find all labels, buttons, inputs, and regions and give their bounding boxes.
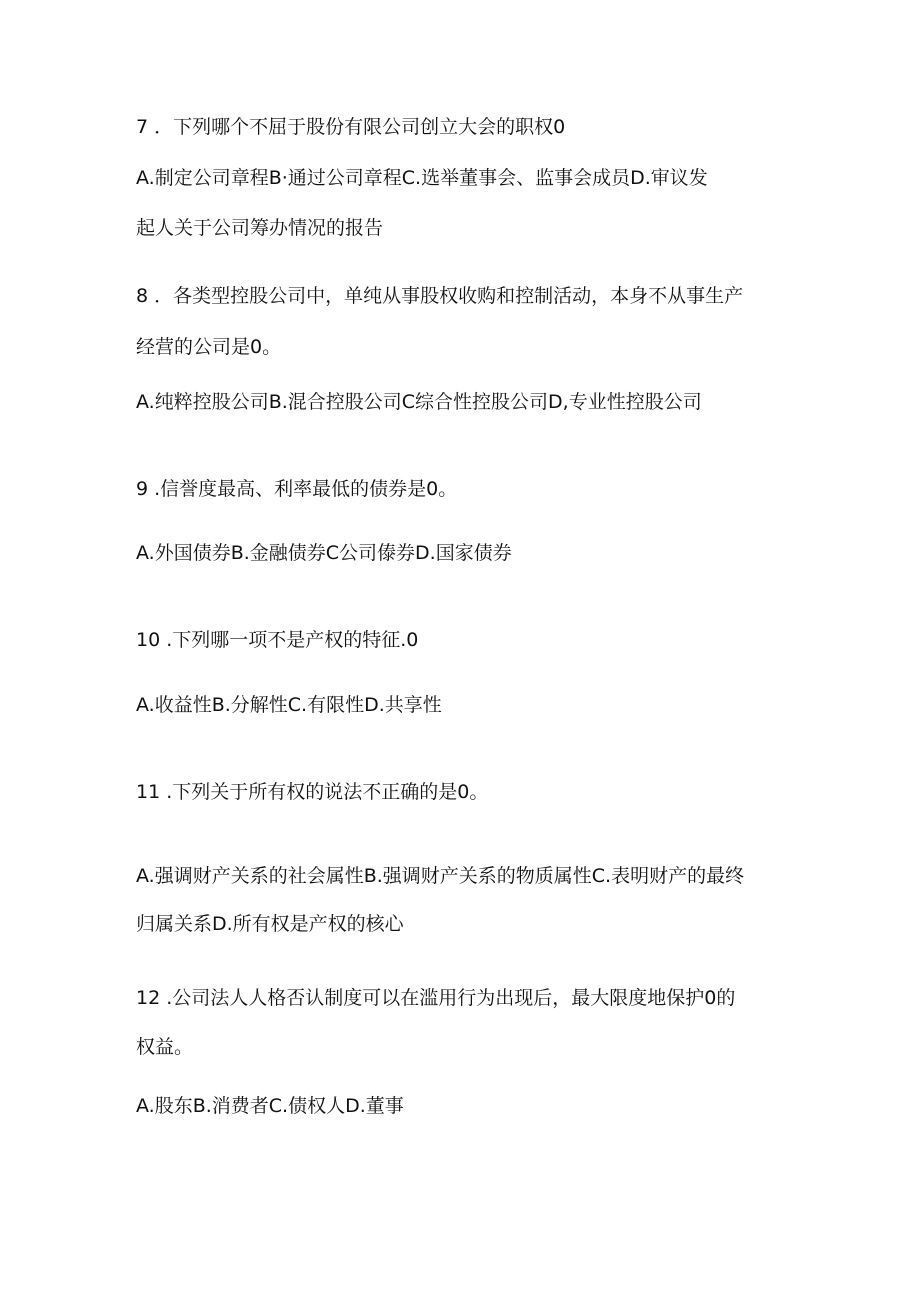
question-7-options-line-2: 起人关于公司筹办情况的报告 [136,217,384,239]
question-12-text-line-1: 12 .公司法人人格否认制度可以在滥用行为出现后，最大限度地保护0的 [136,987,736,1009]
question-7-text: 7 ．下列哪个不屈于股份有限公司创立大会的职权0 [136,116,566,138]
question-11-text: 11 .下列关于所有权的说法不正确的是0。 [136,781,489,803]
question-9-options: A.外国债券B.金融债券C公司傣券D.国家债券 [136,542,512,564]
question-8-text-line-1: 8 ．各类型控股公司中，单纯从事股权收购和控制活动，本身不从事生产 [136,285,744,307]
question-10-options: A.收益性B.分解性C.有限性D.共享性 [136,694,442,716]
question-12-options: A.股东B.消费者C.债权人D.董事 [136,1095,404,1117]
question-11-options-line-2: 归属关系D.所有权是产权的核心 [136,913,404,935]
question-8-text-line-2: 经营的公司是0。 [136,336,282,358]
question-8-options: A.纯粹控股公司B.混合控股公司C综合性控股公司D,专业性控股公司 [136,391,702,413]
question-11-options-line-1: A.强调财产关系的社会属性B.强调财产关系的物质属性C.表明财产的最终 [136,865,745,887]
question-7-options-line-1: A.制定公司章程B·通过公司章程C.选举董事会、监事会成员D.审议发 [136,167,708,189]
question-10-text: 10 .下列哪一项不是产权的特征.0 [136,629,419,651]
question-9-text: 9 .信誉度最高、利率最低的债券是0。 [136,478,458,500]
question-12-text-line-2: 权益。 [136,1036,194,1058]
